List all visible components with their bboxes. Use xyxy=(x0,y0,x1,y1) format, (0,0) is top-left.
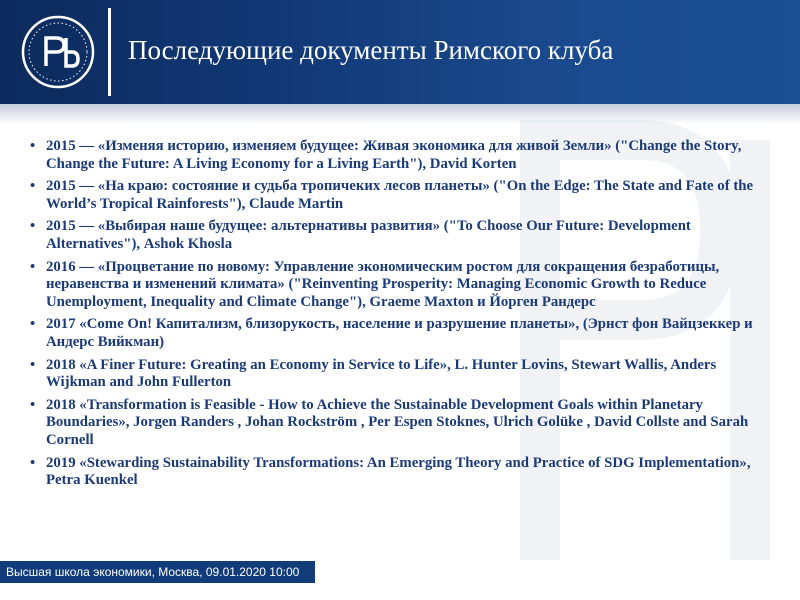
bullet: • xyxy=(30,316,36,333)
hse-logo-icon xyxy=(20,14,96,90)
list-item xyxy=(30,316,775,351)
footer-text: Высшая школа экономики, Москва, 09.01.2020 10:00 xyxy=(6,565,300,579)
list-item xyxy=(30,218,775,253)
item-text: 2018 «Transformation is Feasible - How to Achieve the Sustainable Development Goals within Planetary Boundaries», Jorgen Randers , Johan Rockström , Per Espen Stoknes, Ulrich Golüke , David Collste and Sarah Cornell xyxy=(46,396,749,448)
page-title: Последующие документы Римского клуба xyxy=(128,35,614,65)
header-bar xyxy=(0,0,800,104)
item-text: 2017 «Come On! Капитализм, близорукость, население и разрушение планеты», (Эрнст фон Вайцзеккер и Андерс Вийкман) xyxy=(46,316,753,350)
list-item xyxy=(30,397,775,450)
bullet: • xyxy=(30,356,36,373)
list-item xyxy=(30,357,775,392)
bullet: • xyxy=(30,138,36,154)
item-text: 2015 — «Выбирая наше будущее: альтернативы развития» ("To Choose Our Future: Development Alternatives"), Ashok Khosla xyxy=(46,218,691,252)
list-item xyxy=(30,138,775,173)
documents-list-container xyxy=(30,138,775,495)
item-text: 2016 — «Процветание по новому: Управление экономическим ростом для сокращения безработицы, неравенства и изменений климата» ("Reinventing Prosperity: Managing Economic Growth to Reduce Unemployment, Inequality and Climate Change"), Graeme Maxton и Йорген Рандерс xyxy=(46,258,720,310)
bullet: • xyxy=(30,218,36,235)
bullet: • xyxy=(30,258,36,275)
bullet: • xyxy=(30,454,36,471)
bullet: • xyxy=(30,396,36,413)
item-text: 2018 «A Finer Future: Greating an Economy in Service to Life», L. Hunter Lovins, Stewart Wallis, Anders Wijkman and John Fullerton xyxy=(46,356,717,391)
list-item xyxy=(30,259,775,312)
item-text: 2015 — «Изменяя историю, изменяем будущее: Живая экономика для живой Земли» ("Change the Story, Change the Future: A Living Economy for a Living Earth"), David Korten xyxy=(46,138,742,172)
footer-bar xyxy=(0,561,315,583)
logo-divider xyxy=(108,8,111,96)
bullet: • xyxy=(30,178,36,195)
item-text: 2019 «Stewarding Sustainability Transformations: An Emerging Theory and Practice of SDG Implementation», Petra Kuenkel xyxy=(46,454,751,489)
documents-list xyxy=(30,138,775,490)
item-text: 2015 — «На краю: состояние и судьба тропичеких лесов планеты» ("On the Edge: The State and Fate of the World’s Tropical Rainforests"), Claude Martin xyxy=(46,178,754,212)
list-item xyxy=(30,455,775,490)
list-item xyxy=(30,178,775,213)
